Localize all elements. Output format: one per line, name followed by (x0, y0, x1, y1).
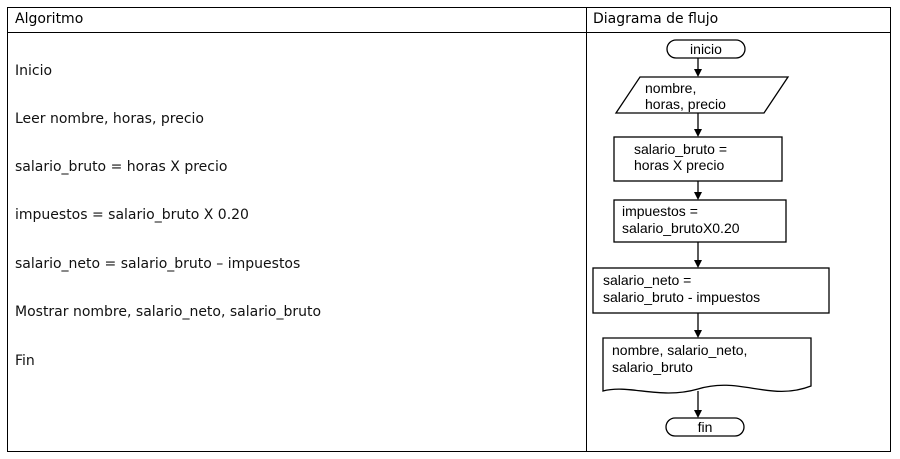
process2-line-1: impuestos = (622, 203, 698, 219)
algorithm-step-1: Inicio (15, 63, 53, 79)
process1-line-1: salario_bruto = (634, 141, 728, 157)
start-label: inicio (690, 41, 722, 57)
end-terminal (666, 418, 744, 436)
input-line-2: horas, precio (645, 96, 726, 112)
algorithm-step-4: impuestos = salario_bruto X 0.20 (15, 207, 249, 223)
output-document (603, 338, 811, 393)
output-line-1: nombre, salario_neto, (612, 342, 748, 358)
process1-line-2: horas X precio (634, 157, 725, 173)
output-line-2: salario_bruto (612, 359, 693, 375)
process3-line-1: salario_neto = (603, 272, 692, 288)
input-line-1: nombre, (645, 80, 697, 96)
end-label: fin (697, 419, 713, 435)
flowchart-header: Diagrama de flujo (593, 11, 719, 27)
algorithm-header: Algoritmo (15, 11, 84, 27)
algorithm-step-7: Fin (15, 353, 35, 369)
algorithm-step-5: salario_neto = salario_bruto – impuestos (15, 256, 301, 272)
start-terminal (667, 40, 745, 58)
algorithm-step-6: Mostrar nombre, salario_neto, salario_bruto (15, 304, 322, 320)
algorithm-step-3: salario_bruto = horas X precio (15, 159, 228, 175)
input-parallelogram (616, 77, 788, 113)
process-net-salary (593, 268, 829, 313)
process3-line-2: salario_bruto - impuestos (603, 289, 761, 305)
process2-line-2: salario_brutoX0.20 (622, 220, 740, 236)
process-taxes (614, 200, 786, 242)
process-gross-salary (614, 137, 782, 181)
algorithm-step-2: Leer nombre, horas, precio (15, 111, 204, 127)
